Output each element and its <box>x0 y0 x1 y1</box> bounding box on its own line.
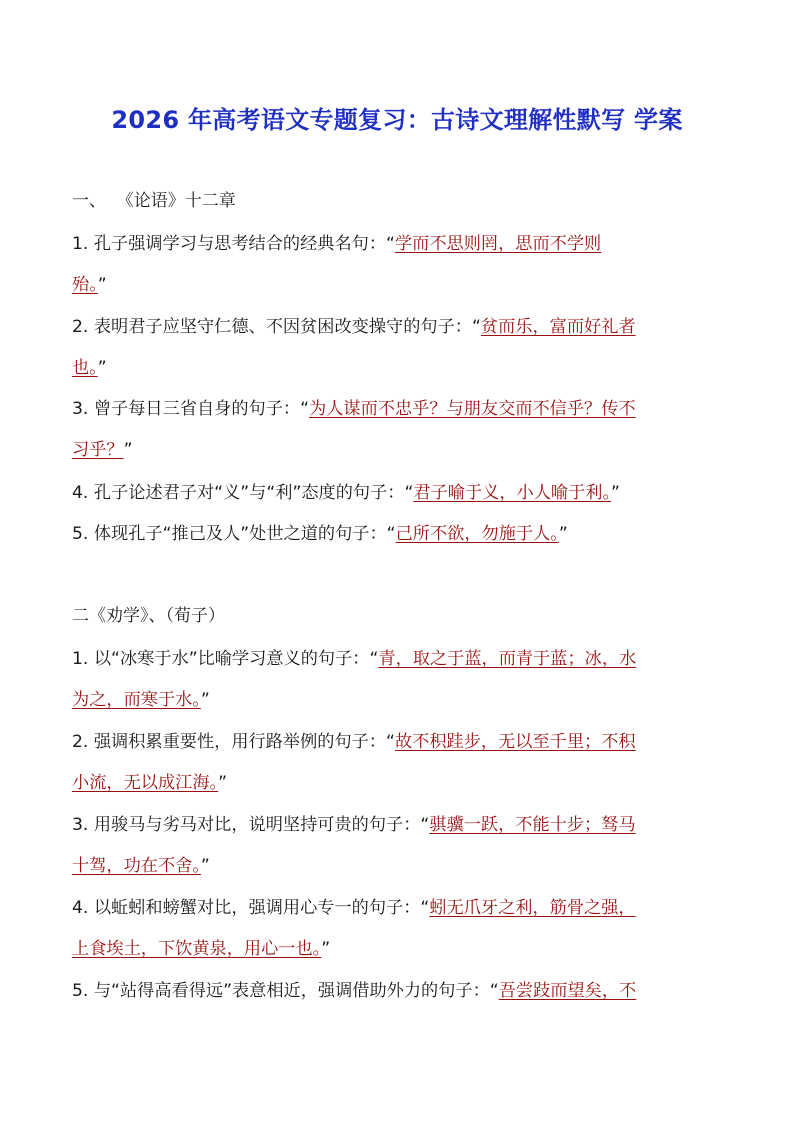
question-line <box>72 482 724 504</box>
question-line <box>72 689 724 711</box>
section-heading-quanxue: 二《劝学》、（荀子） <box>72 606 225 626</box>
quote-mark: ” <box>97 275 107 295</box>
answer-text: 故不积跬步，无以至千里；不积 <box>394 732 636 752</box>
quote-mark: ” <box>200 690 210 710</box>
answer-text: 蚓无爪牙之利，筋骨之强， <box>429 898 636 918</box>
question-line <box>72 772 724 794</box>
quote-mark: ” <box>558 524 568 544</box>
question-line <box>72 814 724 836</box>
answer-text: 己所不欲，勿施于人。 <box>395 524 559 544</box>
question-line <box>72 648 724 670</box>
answer-text: 也。 <box>72 358 98 378</box>
question-text: 3. 用骏马与劣马对比，说明坚持可贵的句子：“ <box>72 815 430 835</box>
question-text: 3. 曾子每日三省自身的句子：“ <box>72 399 310 419</box>
answer-text: 习乎？ <box>72 440 124 460</box>
answer-text: 殆。 <box>72 275 98 295</box>
answer-text: 为人谋而不忠乎？与朋友交而不信乎？传不 <box>309 399 636 419</box>
question-line <box>72 233 724 255</box>
quote-mark: ” <box>321 939 331 959</box>
quote-mark: ” <box>611 483 620 503</box>
answer-text: 贫而乐，富而好礼者 <box>480 317 636 337</box>
question-line <box>72 731 724 753</box>
answer-text: 骐骥一跃，不能十步；驽马 <box>429 815 636 835</box>
question-text: 2. 强调积累重要性，用行路举例的句子：“ <box>72 732 395 752</box>
answer-text: 上食埃土，下饮黄泉，用心一也。 <box>72 939 322 959</box>
quote-mark: ” <box>123 440 133 460</box>
document-title: 2026 年高考语文专题复习：古诗文理解性默写 学案 <box>111 106 683 134</box>
question-line <box>72 855 724 877</box>
question-line <box>72 398 724 420</box>
question-line <box>72 439 724 461</box>
question-text: 4. 以蚯蚓和螃蟹对比，强调用心专一的句子：“ <box>72 898 430 918</box>
answer-text: 为之，而寒于水。 <box>72 690 201 710</box>
quote-mark: ” <box>200 856 210 876</box>
question-text: 1. 孔子强调学习与思考结合的经典名句：“ <box>72 234 395 254</box>
question-text: 5. 体现孔子“推己及人”处世之道的句子：“ <box>72 524 396 544</box>
question-line <box>72 938 724 960</box>
answer-text: 吾尝跂而望矣，不 <box>498 981 637 1001</box>
question-text: 4. 孔子论述君子对“义”与“利”态度的句子：“ <box>72 483 414 503</box>
answer-text: 君子喻于义，小人喻于利。 <box>413 483 612 503</box>
answer-text: 小流，无以成江海。 <box>72 773 219 793</box>
question-line <box>72 316 724 338</box>
answer-text: 十驾，功在不舍。 <box>72 856 201 876</box>
question-line <box>72 897 724 919</box>
question-line <box>72 523 724 545</box>
question-line <box>72 980 724 1002</box>
answer-text: 青，取之于蓝，而青于蓝；冰，水 <box>378 649 637 669</box>
question-text: 2. 表明君子应坚守仁德、不因贫困改变操守的句子：“ <box>72 317 481 337</box>
question-text: 1. 以“冰寒于水”比喻学习意义的句子：“ <box>72 649 379 669</box>
section-heading-lunyu: 一、 《论语》十二章 <box>72 191 236 211</box>
question-text: 5. 与“站得高看得远”表意相近，强调借助外力的句子：“ <box>72 981 499 1001</box>
question-line <box>72 357 724 379</box>
quote-mark: ” <box>218 773 227 793</box>
answer-text: 学而不思则罔，思而不学则 <box>394 234 602 254</box>
question-line <box>72 274 724 296</box>
quote-mark: ” <box>97 358 107 378</box>
